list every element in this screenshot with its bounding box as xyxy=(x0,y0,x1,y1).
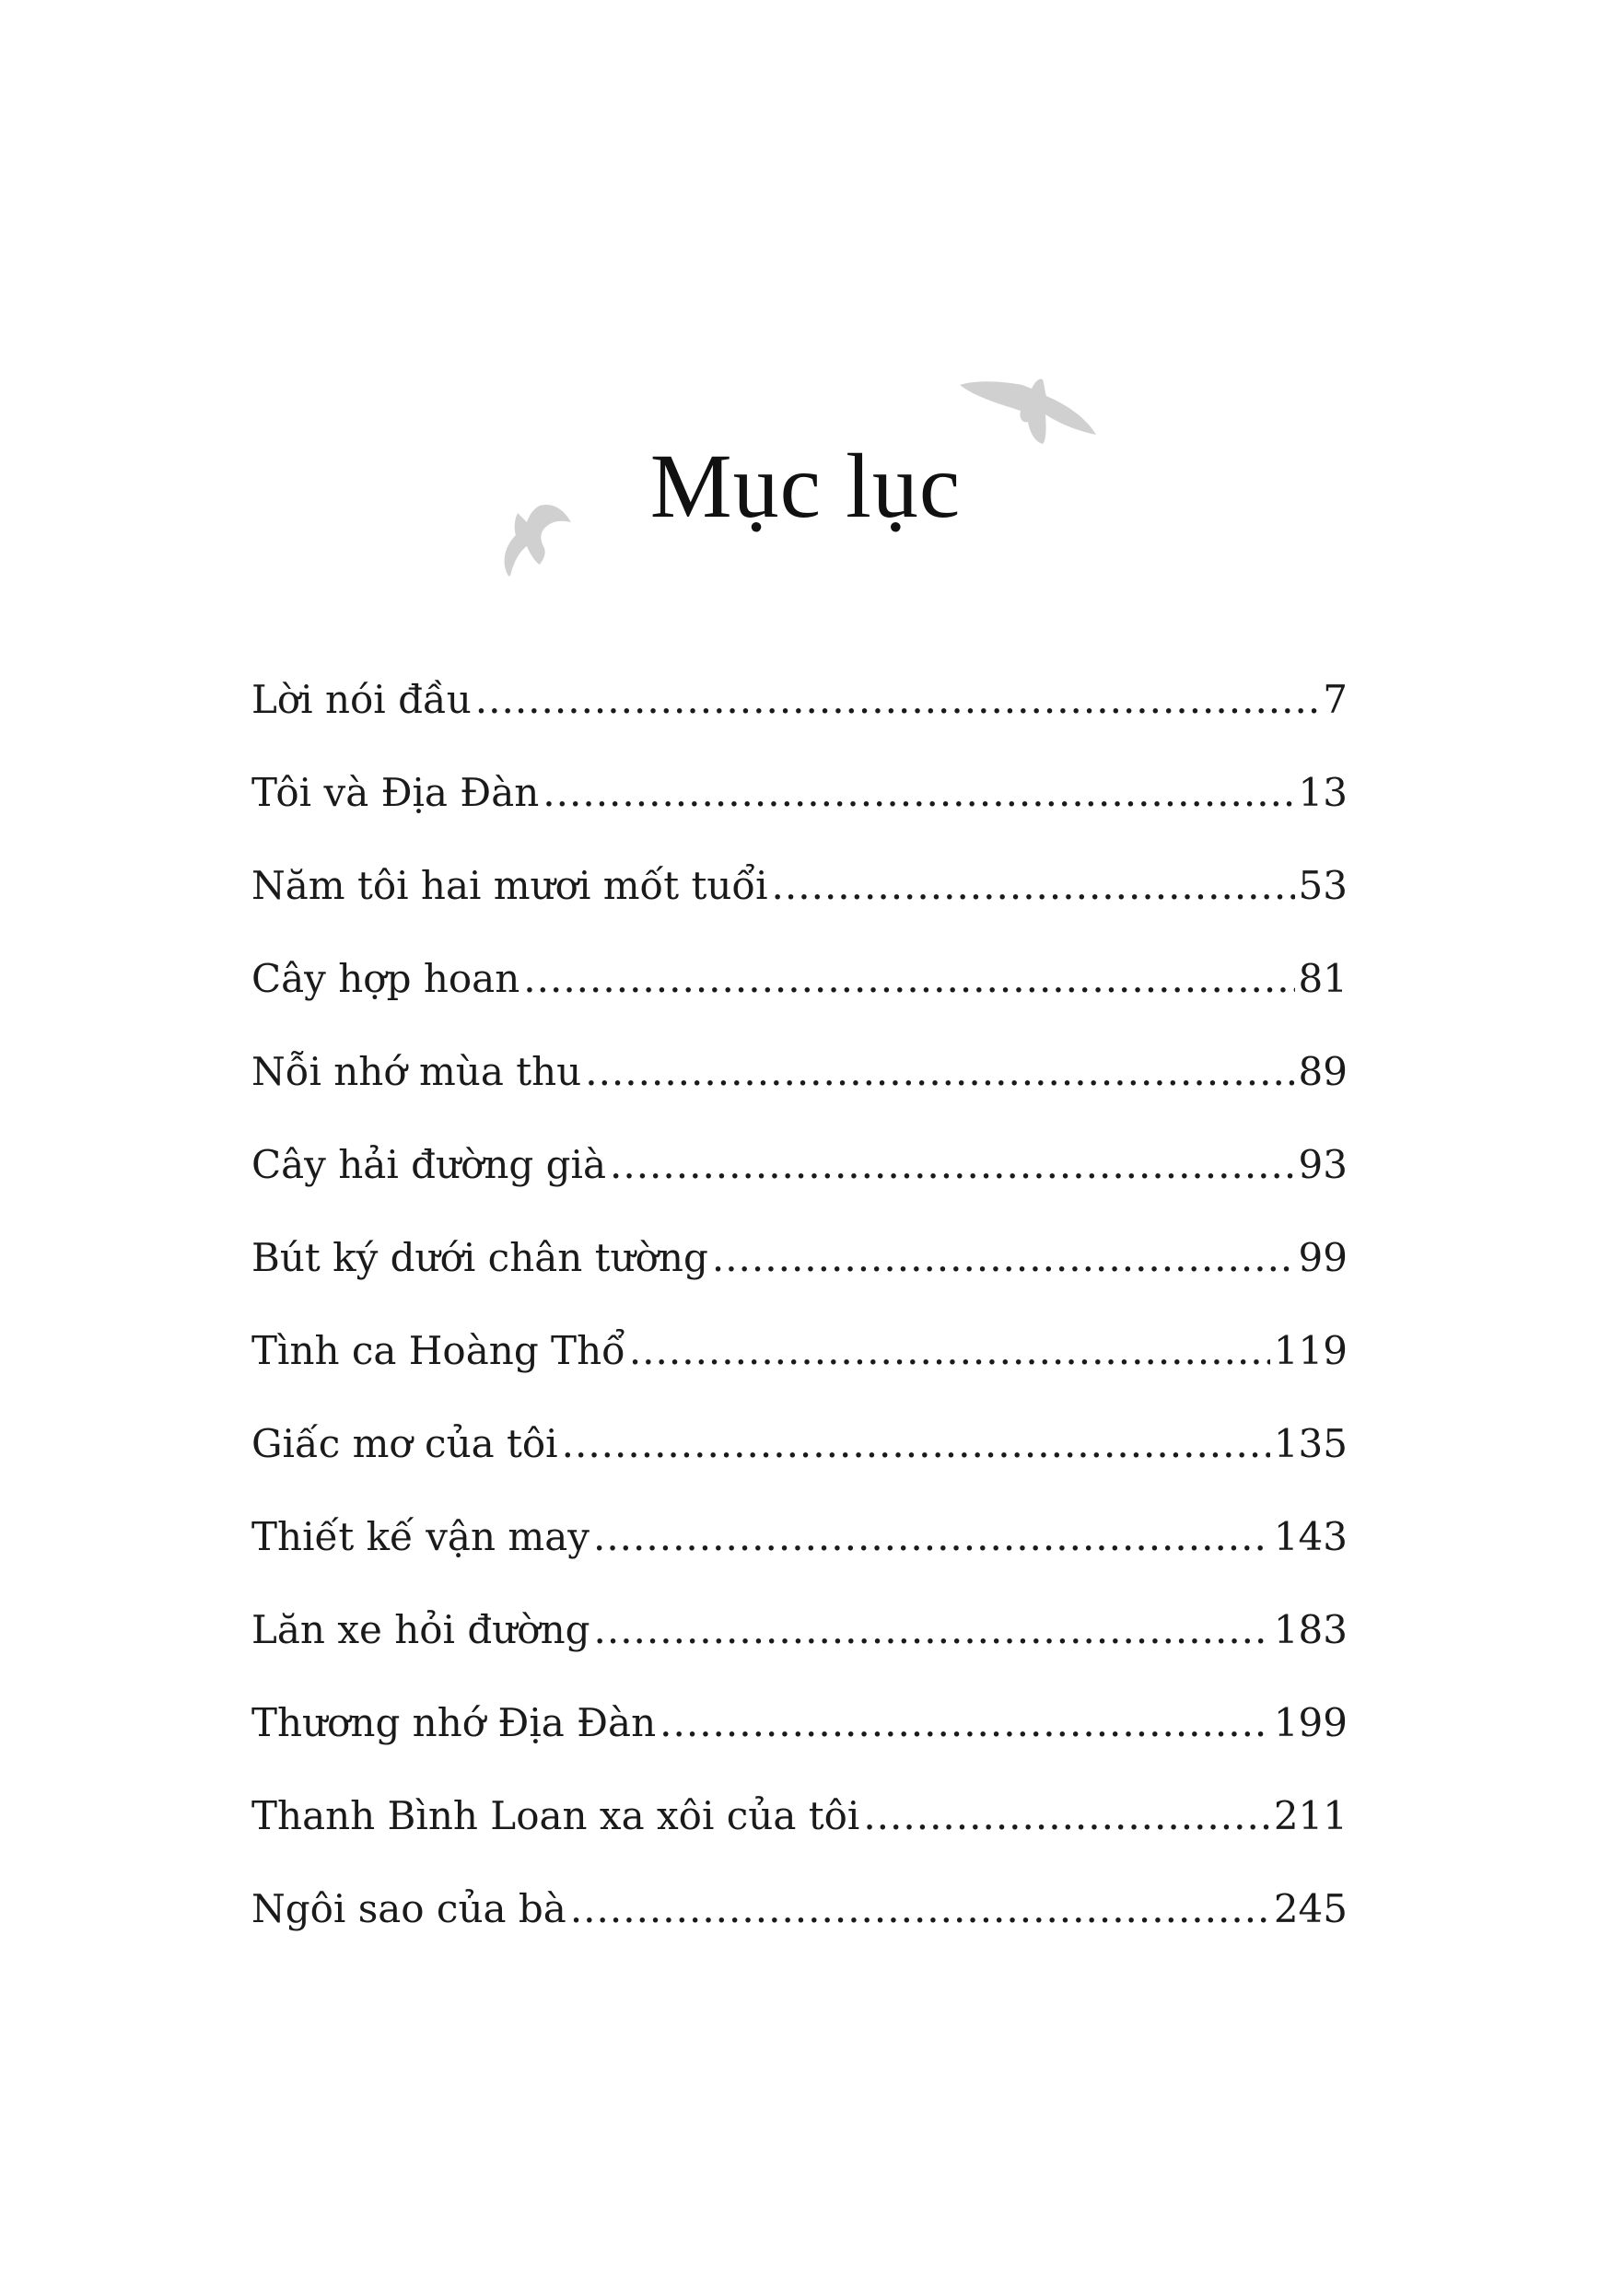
toc-entry-title: Năm tôi hai mươi mốt tuổi xyxy=(251,863,768,908)
toc-entry-page: 143 xyxy=(1273,1514,1348,1559)
toc-entry-page: 93 xyxy=(1298,1142,1348,1187)
toc-entry-page: 119 xyxy=(1273,1328,1348,1373)
toc-entry[interactable] xyxy=(251,1514,1348,1607)
toc-entry-title: Tôi và Địa Đàn xyxy=(251,770,540,815)
toc-entry-page: 211 xyxy=(1273,1793,1348,1838)
toc-entry[interactable] xyxy=(251,770,1348,863)
toc-entry-title: Thương nhớ Địa Đàn xyxy=(251,1700,657,1745)
toc-entry-page: 7 xyxy=(1323,677,1348,722)
dot-leader xyxy=(585,1049,1294,1094)
toc-entry-page: 13 xyxy=(1298,770,1348,815)
toc-entry-title: Cây hợp hoan xyxy=(251,956,520,1001)
toc-entry-title: Lời nói đầu xyxy=(251,677,472,722)
toc-entry[interactable] xyxy=(251,1793,1348,1886)
toc-entry[interactable] xyxy=(251,1886,1348,1979)
toc-entry[interactable] xyxy=(251,1049,1348,1142)
dot-leader xyxy=(593,1514,1270,1559)
dot-leader xyxy=(712,1235,1295,1280)
toc-entry-page: 245 xyxy=(1273,1886,1348,1931)
toc-entry[interactable] xyxy=(251,1700,1348,1793)
dot-leader xyxy=(594,1607,1270,1652)
toc-entry[interactable] xyxy=(251,956,1348,1049)
dot-leader xyxy=(772,863,1295,908)
dot-leader xyxy=(570,1886,1270,1931)
dot-leader xyxy=(523,956,1294,1001)
toc-entry-page: 199 xyxy=(1273,1700,1348,1745)
dot-leader xyxy=(610,1142,1295,1187)
toc-entry-title: Lăn xe hỏi đường xyxy=(251,1607,590,1652)
toc-entry-title: Giấc mơ của tôi xyxy=(251,1421,558,1466)
toc-entry-page: 81 xyxy=(1298,956,1348,1001)
page-title: Mục lục xyxy=(649,435,962,537)
toc-entry-title: Thanh Bình Loan xa xôi của tôi xyxy=(251,1793,860,1838)
toc-entry[interactable] xyxy=(251,1328,1348,1421)
toc-entry-title: Tình ca Hoàng Thổ xyxy=(251,1328,625,1373)
dot-leader xyxy=(562,1421,1270,1466)
toc-entry[interactable] xyxy=(251,677,1348,770)
toc-entry-page: 183 xyxy=(1273,1607,1348,1652)
toc-entry-page: 53 xyxy=(1298,863,1348,908)
dot-leader xyxy=(863,1793,1270,1838)
toc-entry-page: 89 xyxy=(1298,1049,1348,1094)
toc-entry[interactable] xyxy=(251,1607,1348,1700)
toc-entry-title: Bút ký dưới chân tường xyxy=(251,1235,708,1280)
dot-leader xyxy=(660,1700,1270,1745)
toc-entry-title: Ngôi sao của bà xyxy=(251,1886,566,1931)
toc-entry[interactable] xyxy=(251,1142,1348,1235)
toc-entry[interactable] xyxy=(251,863,1348,956)
dot-leader xyxy=(543,770,1294,815)
toc-entry-page: 135 xyxy=(1273,1421,1348,1466)
toc-entry-title: Nỗi nhớ mùa thu xyxy=(251,1049,582,1094)
dot-leader xyxy=(475,677,1320,722)
dot-leader xyxy=(629,1328,1270,1373)
toc-entry-page: 99 xyxy=(1298,1235,1348,1280)
toc-entry[interactable] xyxy=(251,1421,1348,1514)
toc-entry[interactable] xyxy=(251,1235,1348,1328)
table-of-contents xyxy=(251,677,1348,1979)
toc-entry-title: Thiết kế vận may xyxy=(251,1514,590,1559)
toc-entry-title: Cây hải đường già xyxy=(251,1142,606,1187)
